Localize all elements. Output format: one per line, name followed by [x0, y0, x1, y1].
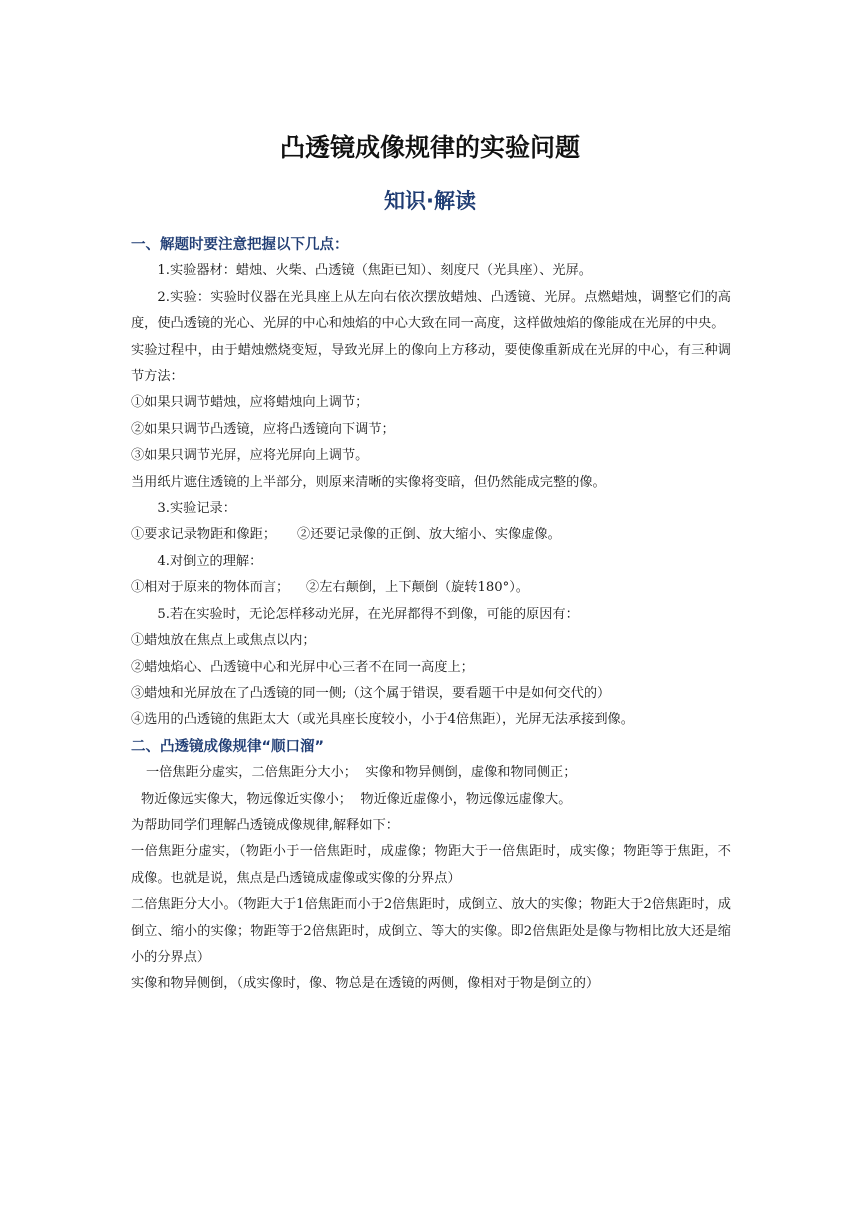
document-body	[131, 232, 731, 998]
reason-item-4: ④选用的凸透镜的焦距太大（或光具座长度较小，小于4倍焦距），光屏无法承接到像。	[131, 712, 634, 728]
section1-heading: 一、解题时要注意把握以下几点：	[131, 237, 349, 253]
paragraph-inverted-heading: 4.对倒立的理解：	[157, 553, 263, 569]
explanation-3: 实像和物异侧倒，（成实像时，像、物总是在透镜的两侧，像相对于物是倒立的）	[131, 976, 600, 992]
method-item-3: ③如果只调节光屏，应将光屏向上调节。	[131, 448, 369, 464]
paragraph-process: 实验过程中，由于蜡烛燃烧变短，导致光屏上的像向上方移动，要使像重新成在光屏的中心，有三种调节方法：	[131, 342, 731, 385]
method-item-2: ②如果只调节凸透镜，应将凸透镜向下调节；	[131, 421, 395, 437]
paragraph-equipment: 1.实验器材：蜡烛、火柴、凸透镜（焦距已知）、刻度尺（光具座）、光屏。	[157, 263, 592, 279]
paragraph-inverted-items: ①相对于原来的物体而言； ②左右颠倒，上下颠倒（旋转180°）。	[131, 580, 529, 596]
paragraph-experiment: 2.实验：实验时仪器在光具座上从左向右依次摆放蜡烛、凸透镜、光屏。点燃蜡烛，调整它们的高度，使凸透镜的光心、光屏的中心和烛焰的中心大致在同一高度，这样做烛焰的像能成在光屏的中央。	[131, 289, 731, 332]
section-subtitle: 知识·解读	[384, 189, 476, 213]
page-title: 凸透镜成像规律的实验问题	[279, 133, 580, 162]
paragraph-record-heading: 3.实验记录：	[157, 501, 236, 517]
paragraph-cover: 当用纸片遮住透镜的上半部分，则原来清晰的实像将变暗，但仍然能成完整的像。	[131, 474, 606, 490]
reason-item-3: ③蜡烛和光屏放在了凸透镜的同一侧;（这个属于错误，要看题干中是如何交代的）	[131, 685, 611, 701]
paragraph-record-items: ①要求记录物距和像距； ②还要记录像的正倒、放大缩小、实像虚像。	[131, 527, 561, 543]
paragraph-reasons-heading: 5.若在实验时，无论怎样移动光屏，在光屏都得不到像，可能的原因有：	[157, 606, 579, 622]
reason-item-2: ②蜡烛焰心、凸透镜中心和光屏中心三者不在同一高度上；	[131, 659, 474, 675]
method-item-1: ①如果只调节蜡烛，应将蜡烛向上调节；	[131, 395, 369, 411]
verse-line-2: 物近像远实像大，物远像近实像小； 物近像近虚像小，物远像远虚像大。	[141, 791, 572, 807]
reason-item-1: ①蜡烛放在焦点上或焦点以内；	[131, 633, 316, 649]
explanation-2: 二倍焦距分大小。（物距大于1倍焦距而小于2倍焦距时，成倒立、放大的实像；物距大于2倍焦距时，成倒立、缩小的实像；物距等于2倍焦距时，成倒立、等大的实像。即2倍焦距处是像与物相比放大还是缩小的分界点）	[131, 897, 731, 965]
verse-line-1: 一倍焦距分虚实，二倍焦距分大小； 实像和物异侧倒，虚像和物同侧正；	[146, 765, 577, 781]
explanation-1: 一倍焦距分虚实，（物距小于一倍焦距时，成虚像；物距大于一倍焦距时，成实像；物距等于焦距，不成像。也就是说，焦点是凸透镜成虚像或实像的分界点）	[131, 844, 731, 886]
section2-heading: 二、凸透镜成像规律“顺口溜”	[131, 738, 325, 755]
explanation-intro: 为帮助同学们理解凸透镜成像规律,解释如下：	[131, 817, 399, 833]
